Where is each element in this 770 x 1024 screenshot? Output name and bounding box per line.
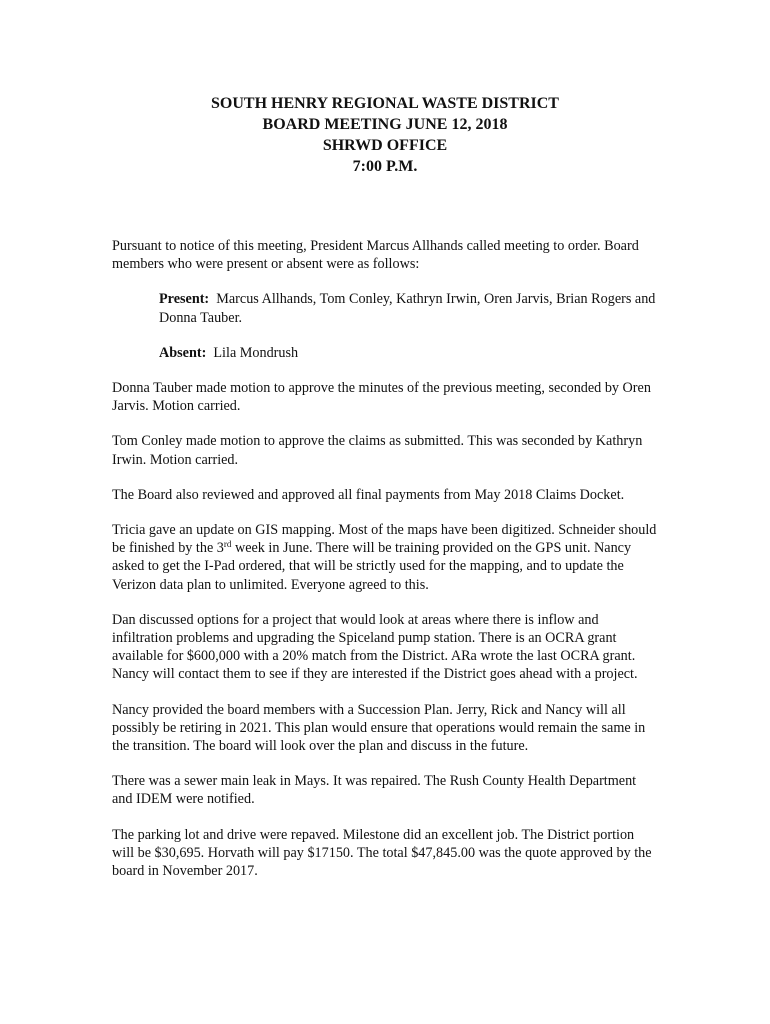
- header-location: SHRWD OFFICE: [322, 137, 448, 154]
- paragraph-project-options: Dan discussed options for a project that would look at areas where there is inflow and infiltration problems and upgrading the Spiceland pump station. There is an OCRA grant available for $600,000 with a 20% match from the District. ARa wrote the last OCRA grant. Nancy will contact them to see if they are interested if the District goes ahead with a project.: [112, 611, 638, 683]
- present-names: Marcus Allhands, Tom Conley, Kathryn Irwin, Oren Jarvis, Brian Rogers and Donna Tauber.: [159, 291, 656, 326]
- gis-ordinal-suffix: rd: [223, 539, 232, 550]
- present-label: Present:: [159, 291, 210, 308]
- paragraph-parking-lot: The parking lot and drive were repaved. Milestone did an excellent job. The District portion will be $30,695. Horvath will pay $17150. The total $47,845.00 was the quote approved by the board in November 2017.: [112, 826, 652, 880]
- gis-text-before: Tricia gave an update on GIS mapping. Most of the maps have been digitized. Schneider should be finished by the 3: [112, 522, 657, 557]
- document-body: [112, 237, 657, 897]
- header-time: 7:00 P.M.: [352, 158, 418, 175]
- paragraph-minutes-motion: Donna Tauber made motion to approve the minutes of the previous meeting, seconded by Oren Jarvis. Motion carried.: [112, 380, 651, 415]
- paragraph-succession-plan: Nancy provided the board members with a Succession Plan. Jerry, Rick and Nancy will all possibly be retiring in 2021. This plan would ensure that operations would remain the same in the transition. The board will look over the plan and discuss in the future.: [112, 701, 646, 755]
- paragraph-intro: Pursuant to notice of this meeting, President Marcus Allhands called meeting to order. Board members who were present or absent were as follows:: [112, 238, 639, 273]
- document-header: [0, 93, 770, 177]
- header-meeting-date: BOARD MEETING JUNE 12, 2018: [262, 116, 508, 133]
- absent-names: Lila Mondrush: [213, 344, 299, 361]
- paragraph-absent: [159, 344, 657, 362]
- paragraph-sewer-leak: There was a sewer main leak in Mays. It was repaired. The Rush County Health Department and IDEM were notified.: [112, 773, 637, 808]
- header-district-name: SOUTH HENRY REGIONAL WASTE DISTRICT: [211, 95, 559, 112]
- gis-text-after: week in June. There will be training provided on the GPS unit. Nancy asked to get the I-Pad ordered, that will be strictly used for the mapping, and to update the Verizon data plan to unlimited. Everyone agreed to this.: [112, 540, 632, 593]
- absent-label: Absent:: [159, 344, 207, 361]
- paragraph-present: [159, 290, 657, 326]
- paragraph-final-payments: The Board also reviewed and approved all final payments from May 2018 Claims Docket.: [112, 486, 625, 503]
- paragraph-gis-update: [112, 521, 657, 594]
- paragraph-claims-motion: Tom Conley made motion to approve the claims as submitted. This was seconded by Kathryn Irwin. Motion carried.: [112, 433, 643, 468]
